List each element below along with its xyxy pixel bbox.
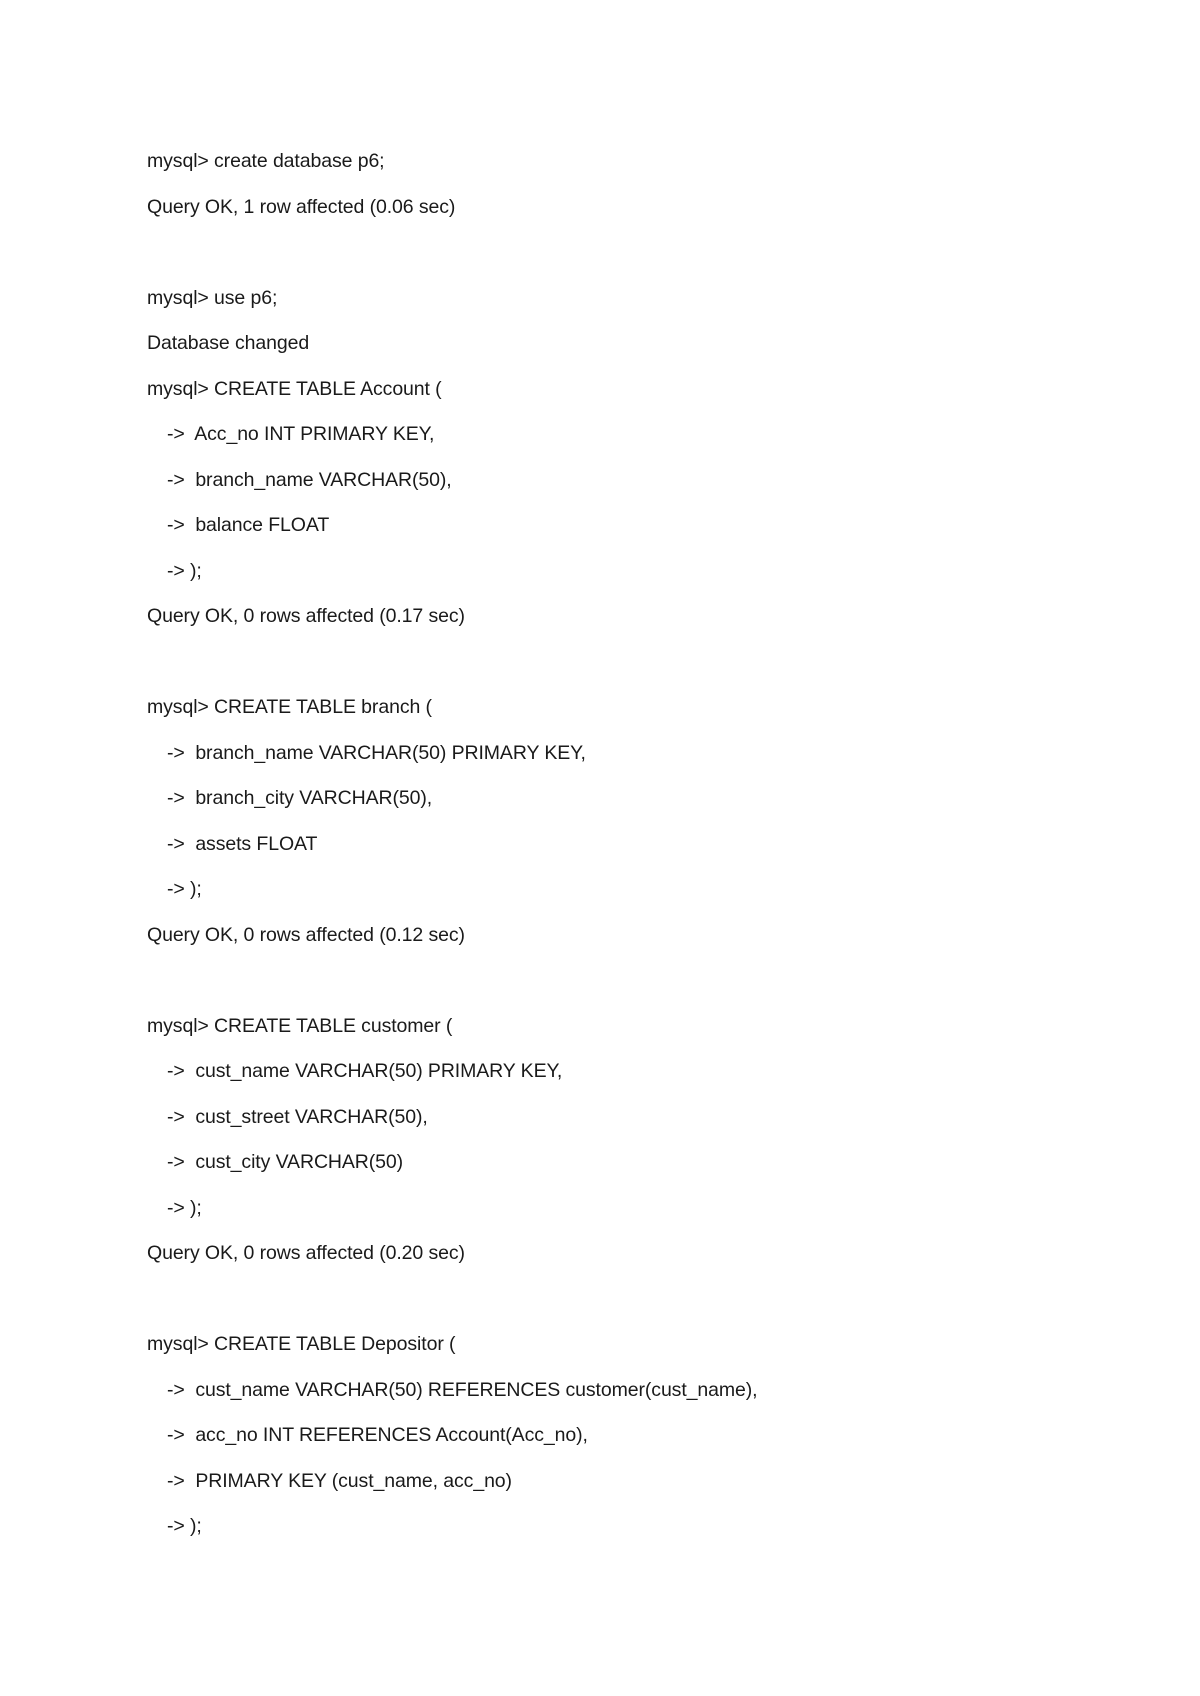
continuation-line: -> cust_name VARCHAR(50) PRIMARY KEY, bbox=[167, 1060, 563, 1082]
continuation-line: -> assets FLOAT bbox=[167, 832, 318, 855]
result-line: Query OK, 1 row affected (0.06 sec) bbox=[147, 195, 456, 218]
command-line: mysql> CREATE TABLE Depositor ( bbox=[147, 1333, 456, 1355]
continuation-line: -> ); bbox=[167, 1196, 202, 1219]
result-line: Query OK, 0 rows affected (0.12 sec) bbox=[147, 923, 465, 946]
command-line: mysql> create database p6; bbox=[147, 150, 385, 172]
blank-line bbox=[147, 965, 1147, 1011]
result-line: Query OK, 0 rows affected (0.20 sec) bbox=[147, 1242, 465, 1264]
continuation-line: -> cust_name VARCHAR(50) REFERENCES customer(cust_name), bbox=[167, 1378, 758, 1401]
command-line: mysql> CREATE TABLE branch ( bbox=[147, 696, 432, 718]
continuation-line: -> cust_city VARCHAR(50) bbox=[167, 1151, 404, 1173]
blank-line bbox=[147, 237, 1147, 283]
result-line: Query OK, 0 rows affected (0.17 sec) bbox=[147, 605, 465, 627]
command-line: mysql> use p6; bbox=[147, 286, 278, 309]
blank-line bbox=[147, 1284, 1147, 1330]
blank-line bbox=[147, 647, 1147, 693]
command-line: mysql> CREATE TABLE Account ( bbox=[147, 377, 442, 400]
command-line: mysql> CREATE TABLE customer ( bbox=[147, 1014, 453, 1037]
continuation-line: -> ); bbox=[167, 878, 202, 900]
mysql-session-transcript bbox=[147, 146, 1147, 1557]
result-line: Database changed bbox=[147, 332, 310, 354]
continuation-line: -> cust_street VARCHAR(50), bbox=[167, 1105, 428, 1128]
continuation-line: -> ); bbox=[167, 1515, 202, 1537]
continuation-line: -> branch_name VARCHAR(50) PRIMARY KEY, bbox=[167, 741, 586, 764]
continuation-line: -> branch_name VARCHAR(50), bbox=[167, 468, 452, 491]
continuation-line: -> acc_no INT REFERENCES Account(Acc_no), bbox=[167, 1424, 588, 1446]
continuation-line: -> Acc_no INT PRIMARY KEY, bbox=[167, 423, 435, 445]
continuation-line: -> balance FLOAT bbox=[167, 514, 330, 536]
continuation-line: -> ); bbox=[167, 559, 202, 582]
continuation-line: -> PRIMARY KEY (cust_name, acc_no) bbox=[167, 1469, 512, 1492]
continuation-line: -> branch_city VARCHAR(50), bbox=[167, 787, 433, 809]
